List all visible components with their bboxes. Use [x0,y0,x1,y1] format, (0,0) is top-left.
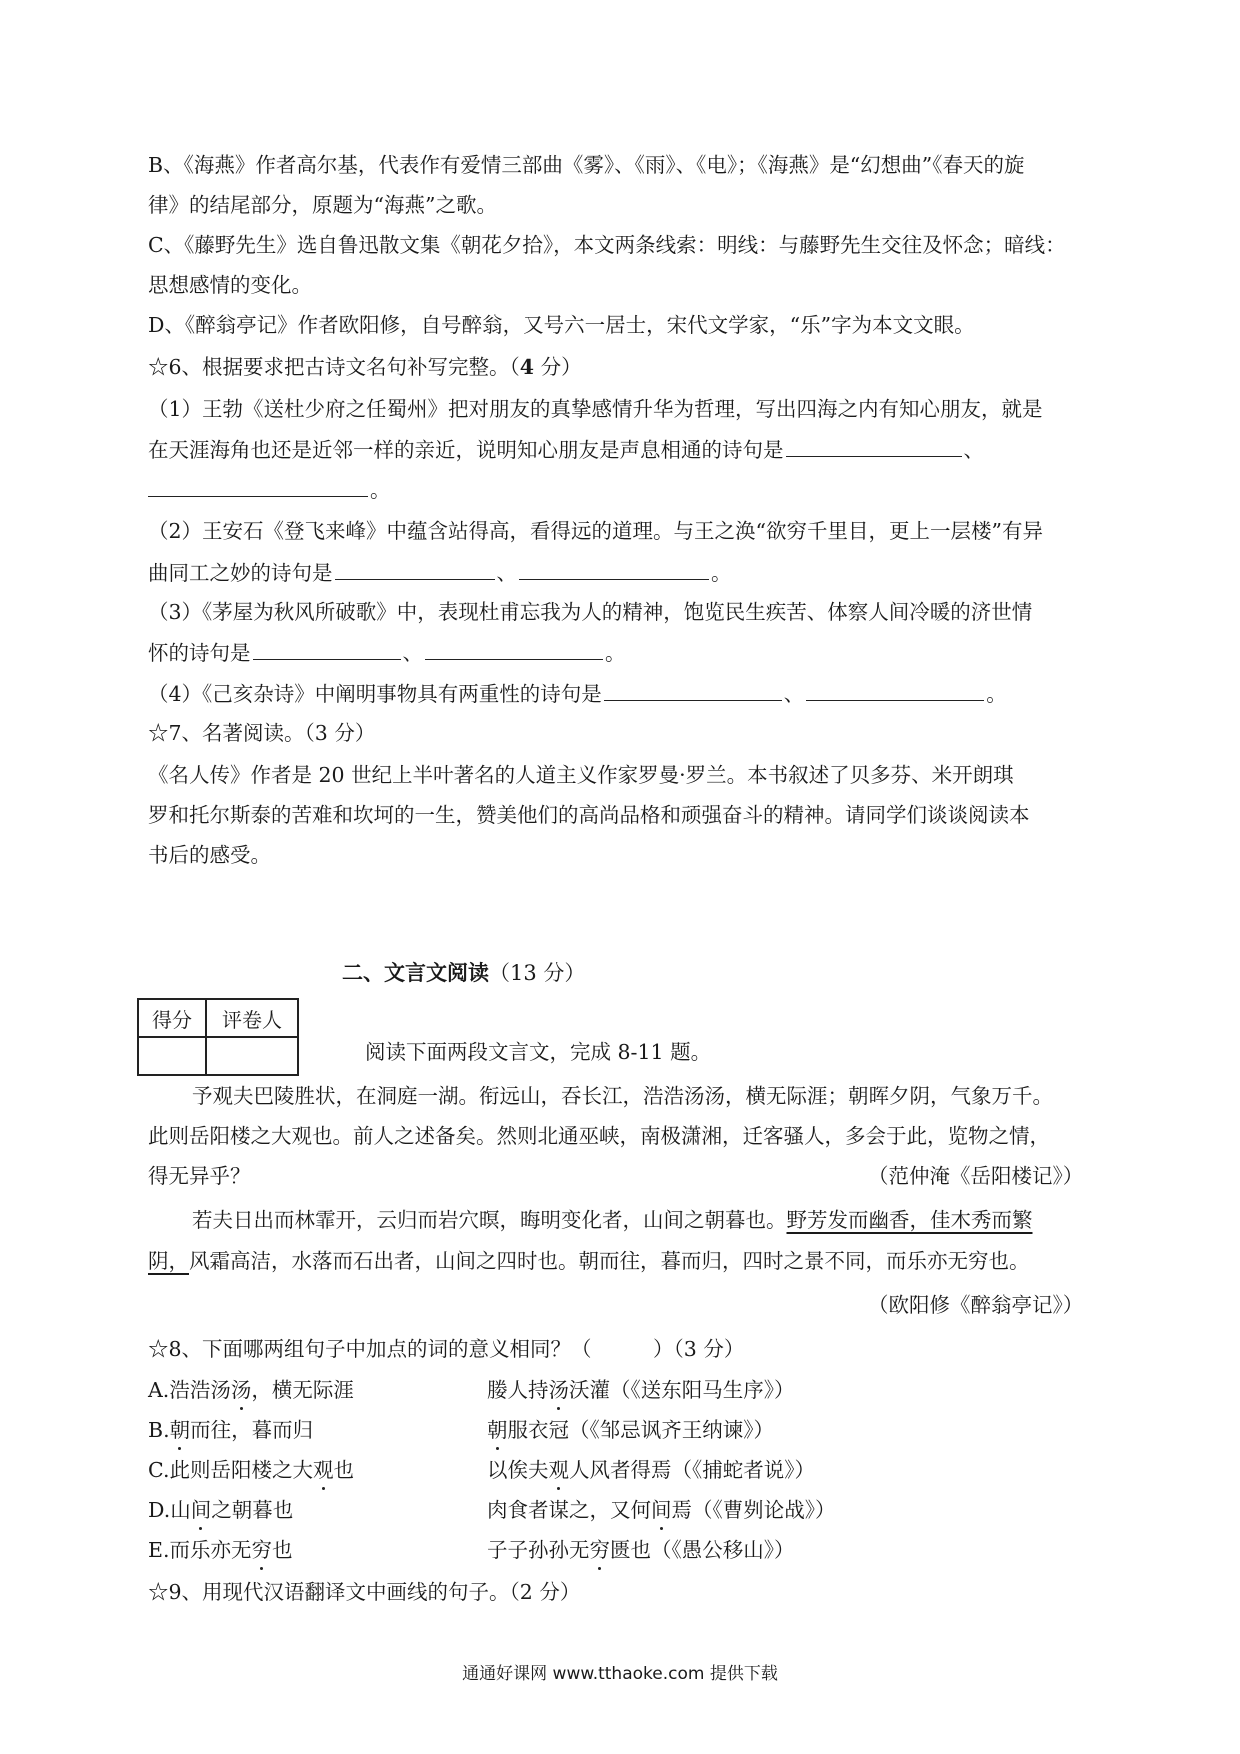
period: 。 [605,641,626,665]
q6-title-text: ☆6、根据要求把古诗文名句补写完整。（ [148,355,520,379]
period: 。 [370,478,391,502]
answer-blank[interactable] [519,557,709,580]
q6-part4-text: （4）《己亥杂诗》中阐明事物具有两重性的诗句是 [148,682,602,706]
answer-blank[interactable] [335,557,495,580]
passage2-line1 [192,1205,1033,1235]
dotted-word: 间 [190,1498,212,1522]
q6-part3-line1: （3）《茅屋为秋风所破歌》中，表现杜甫忘我为人的精神，饱览民生疾苦、体察人间冷暖的济世情 [148,600,1033,624]
page-footer: 通通好课网 www.tthaoke.com 提供下载 [462,1664,778,1684]
compare-text: 肉食者谋之，又何 [487,1498,651,1522]
q7-line3: 书后的感受。 [148,843,271,867]
option-text: B. [148,1418,170,1442]
option-text: ，横无际涯 [251,1378,354,1402]
grader-header: 评卷人 [206,999,298,1037]
passage1-line3: 得无异乎？ [148,1164,251,1188]
dotted-word: 汤 [548,1378,569,1402]
compare-text: 匮也（《愚公移山》） [610,1538,795,1562]
question-6-title [148,352,582,382]
answer-blank[interactable] [425,637,603,660]
answer-blank[interactable] [148,474,368,497]
q8-option-c [148,1455,354,1485]
q8-option-e-compare [487,1535,795,1565]
q6-part2-text: 曲同工之妙的诗句是 [148,561,333,585]
answer-blank[interactable] [806,678,984,701]
q7-line2: 罗和托尔斯泰的苦难和坎坷的一生，赞美他们的高尚品格和顽强奋斗的精神。请同学们谈谈阅读本 [148,803,1030,827]
option-text: 而往，暮而归 [190,1418,314,1442]
dotted-word: 穷 [251,1538,272,1562]
compare-text: 媵人持 [487,1378,549,1402]
q8-option-e [148,1535,292,1565]
q6-title-end: 分） [534,355,582,379]
option-text: 之朝暮也 [211,1498,294,1522]
underlined-sentence: 阴， [148,1249,189,1273]
dotted-word: 观 [548,1458,569,1482]
question-7-title: ☆7、名著阅读。（3 分） [148,721,376,745]
separator: 、 [963,438,984,462]
passage2-line2 [148,1246,1030,1276]
q6-part1-line1: （1）王勃《送杜少府之任蜀州》把对朋友的真挚感情升华为哲理，写出四海之内有知心朋友，就是 [148,397,1043,421]
q6-part1-line3 [148,474,391,505]
q8-option-b [148,1415,313,1445]
passage2-text: 风霜高洁，水落而石出者，山间之四时也。朝而往，暮而归，四时之景不同，而乐亦无穷也。 [189,1249,1030,1273]
compare-text: 子子孙孙无 [487,1538,590,1562]
dotted-word: 汤 [230,1378,252,1402]
section-heading [342,958,585,988]
answer-blank[interactable] [604,678,782,701]
option-text: E.而乐亦无 [148,1538,252,1562]
compare-text: 人风者得焉（《捕蛇者说》） [569,1458,815,1482]
question-8-title: ☆8、下面哪两组句子中加点的词的意义相同？（ ）（3 分） [148,1337,745,1361]
dotted-word: 观 [312,1458,334,1482]
q8-option-d-compare [487,1495,836,1525]
q6-part4-line [148,678,1007,709]
option-text: 也 [333,1458,354,1482]
compare-text: 以俟夫 [487,1458,549,1482]
q6-part2-line1: （2）王安石《登飞来峰》中蕴含站得高，看得远的道理。与王之涣“欲穷千里目，更上一层楼”有异 [148,519,1044,543]
q6-part3-line2 [148,637,626,668]
score-cell[interactable] [138,1037,206,1075]
option-text: 也 [271,1538,293,1562]
question-9-title: ☆9、用现代汉语翻译文中画线的句子。（2 分） [148,1580,581,1604]
dotted-word: 穷 [589,1538,610,1562]
section-title: 二、文言文阅读 [342,961,489,985]
option-text: A.浩浩汤 [148,1378,231,1402]
q8-option-d [148,1495,293,1525]
q6-part1-line2 [148,434,984,465]
separator: 、 [496,561,517,585]
dotted-word: 朝 [487,1418,508,1442]
answer-blank[interactable] [786,434,962,457]
q7-line1: 《名人传》作者是 20 世纪上半叶著名的人道主义作家罗曼·罗兰。本书叙述了贝多芬、米开朗琪 [148,763,1014,787]
option-b-line1: B、《海燕》作者高尔基，代表作有爱情三部曲《雾》、《雨》、《电》；《海燕》是“幻想曲”《春天的旋 [148,153,1025,177]
compare-text: 服衣冠（《邹忌讽齐王纳谏》） [507,1418,774,1442]
q8-option-b-compare [487,1415,774,1445]
option-d-line1: D、《醉翁亭记》作者欧阳修，自号醉翁，又号六一居士，宋代文学家，“乐”字为本文文眼。 [148,313,975,337]
option-c-line1: C、《藤野先生》选自鲁迅散文集《朝花夕拾》，本文两条线索：明线：与藤野先生交往及怀念；暗线： [148,233,1066,257]
q6-part1-text: 在天涯海角也还是近邻一样的亲近，说明知心朋友是声息相通的诗句是 [148,438,784,462]
q6-part3-text: 怀的诗句是 [148,641,251,665]
option-text: C.此则岳阳楼之大 [148,1458,313,1482]
dotted-word: 朝 [169,1418,191,1442]
compare-text: 沃灌（《送东阳马生序》） [569,1378,795,1402]
q8-option-a [148,1375,354,1405]
passage1-source: （范仲淹《岳阳楼记》） [868,1164,1084,1188]
underlined-sentence: 野芳发而幽香，佳木秀而繁 [786,1208,1033,1232]
score-table [137,998,299,1076]
score-header: 得分 [138,999,206,1037]
option-c-line2: 思想感情的变化。 [148,273,312,297]
q8-option-c-compare [487,1455,815,1485]
option-b-line2: 律》的结尾部分，原题为“海燕”之歌。 [148,193,497,217]
answer-blank[interactable] [253,637,401,660]
passage2-source: （欧阳修《醉翁亭记》） [868,1293,1084,1317]
option-text: D.山 [148,1498,191,1522]
reading-intro: 阅读下面两段文言文，完成 8-11 题。 [365,1040,712,1064]
dotted-word: 间 [651,1498,672,1522]
passage1-line2: 此则岳阳楼之大观也。前人之述备矣。然则北通巫峡，南极潇湘，迁客骚人，多会于此，览物之情， [148,1124,1050,1148]
period: 。 [986,682,1007,706]
passage1-line1: 予观夫巴陵胜状，在洞庭一湖。衔远山，吞长江，浩浩汤汤，横无际涯；朝晖夕阴，气象万千。 [192,1084,1053,1108]
separator: 、 [783,682,805,706]
period: 。 [711,561,732,585]
section-score: （13 分） [489,961,586,985]
compare-text: 焉（《曹刿论战》） [671,1498,836,1522]
separator: 、 [402,641,423,665]
q8-option-a-compare [487,1375,795,1405]
q6-score: 4 [519,355,535,379]
q6-part2-line2 [148,557,732,588]
passage2-text: 若夫日出而林霏开，云归而岩穴暝，晦明变化者，山间之朝暮也。 [192,1208,787,1232]
grader-cell[interactable] [206,1037,298,1075]
